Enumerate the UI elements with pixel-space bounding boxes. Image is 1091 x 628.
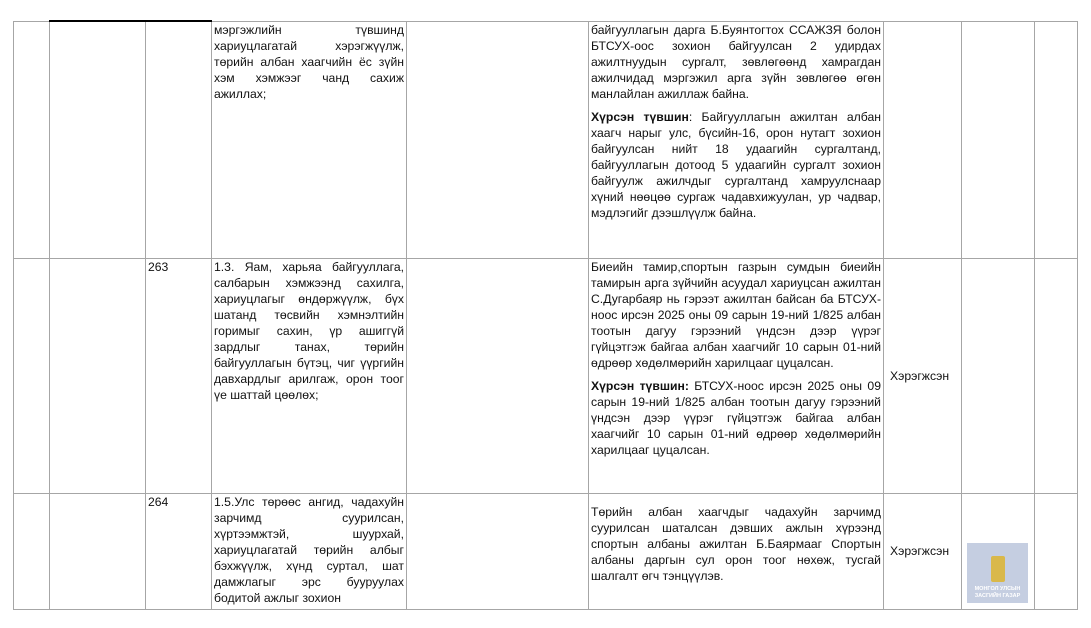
- goal-text: 1.5.Улс төрөөс ангид, чадахуйн зарчимд суурилсан, хүртээмжтэй, шуурхай, хариуцлагатай төрийн албыг бэхжүүлж, хүнд суртал, шат дамжлагыг эрс бууруулах бодитой ажлыг зохион: [212, 493, 407, 609]
- cell-empty: [1035, 493, 1078, 609]
- table-row: [14, 258, 1078, 493]
- soyombo-emblem-icon: [991, 556, 1005, 582]
- report-paragraph: Төрийн албан хаагчдыг чадахуйн зарчимд суурилсан шаталсан дэвших ажлын хүрээнд спортын албаны ажилтан Б.Баярмааг Спортын албаны даргын сул орон тоог нөхөж, тусгай шалгалт өгч тэнцүүлэв.: [591, 505, 881, 583]
- row-number: 263: [146, 258, 212, 493]
- government-seal-watermark: [967, 543, 1028, 603]
- cell-empty: [407, 493, 589, 609]
- cell-empty: [962, 258, 1035, 493]
- seal-text: МОНГОЛ УЛСЫН: [974, 586, 1021, 592]
- achieved-label: Хүрсэн түвшин: [591, 109, 689, 124]
- report-paragraph: байгууллагын дарга Б.Буянтогтох ССАЖЗЯ болон БТСУХ-оос зохион байгуулсан 2 удирдах ажилтнуудын сургалт, зөвлөгөөнд хамрагдан ажилчидад мэргэжил арга зүйн зөвлөгөө өгөн манлайлан ажиллаж байна.: [591, 22, 881, 101]
- cell-empty: [50, 493, 146, 609]
- cell-empty: [14, 493, 50, 609]
- row-number: [146, 21, 212, 258]
- cell-empty: [962, 21, 1035, 258]
- status-cell: Хэрэгжсэн: [884, 493, 962, 609]
- report-paragraph: [591, 378, 881, 458]
- cell-empty: [50, 21, 146, 258]
- report-text: [589, 258, 884, 493]
- cell-empty: [1035, 21, 1078, 258]
- report-table: [13, 20, 1078, 610]
- seal-text: ЗАСГИЙН ГАЗАР: [974, 593, 1021, 599]
- report-paragraph: Биеийн тамир,спортын газрын сумдын биеийн тамирын арга зүйчийн асуудал хариуцсан ажилтан С.Дугарбаяр нь гэрээт ажилтан байсан ба БТСУХ-ноос ирсэн 2025 оны 09 сарын 19-ний 1/825 албан тоотын дагуу гэрээний үндсэн дээр үүрэг гүйцэтгэж байгаа албан хаагчийг 10 сарын 01-ний өдрөөр хөдөлмөрийн харилцааг цуцалсан.: [591, 259, 881, 370]
- achieved-label: Хүрсэн түвшин:: [591, 378, 689, 393]
- table-row: [14, 493, 1078, 609]
- status-cell: [884, 21, 962, 258]
- table-row: [14, 21, 1078, 258]
- goal-text: мэргэжлийн түвшинд хариуцлагатай хэрэгжүүлж, төрийн албан хаагчийн ёс зүйн хэм хэмжээг чанд сахиж ажиллах;: [212, 21, 407, 258]
- goal-text: 1.3. Яам, харьяа байгууллага, салбарын хэмжээнд сахилга, хариуцлагыг өндөржүүлж, бүх шатанд төсвийн хэмнэлтийн горимыг сахин, үр ашиггүй зардлыг танах, төрийн байгууллагын бүтэц, чиг үүргийн давхардлыг арилгаж, орон тоог үе шаттай цөөлөх;: [212, 258, 407, 493]
- achieved-text: : Байгууллагын ажилтан албан хаагч нарыг улс, бүсийн-16, орон нутагт зохион байгуулсан нийт 18 удаагийн сургалтанд, байгууллагын дотоод 5 удаагийн сургалт зохион байгуулж ажилчдыг сургалтанд хамруулснаар хүний нөөцөө сургаж чадавхижуулан, ур чадвар, мэдлэгийг дээшлүүлж байна.: [591, 109, 881, 220]
- cell-empty: [14, 258, 50, 493]
- report-paragraph: [591, 109, 881, 221]
- achieved-text: БТСУХ-ноос ирсэн 2025 оны 09 сарын 19-ний 1/825 албан тоотын дагуу гэрээний үндсэн дээр үүрэг гүйцэтгэж байгаа албан хаагчийг 10 сарын 01-ний өдрөөр хөдөлмөрийн харилцааг цуцалсан.: [591, 378, 881, 457]
- cell-empty: [407, 258, 589, 493]
- cell-empty: [1035, 258, 1078, 493]
- cell-empty: [407, 21, 589, 258]
- cell-empty: [14, 21, 50, 258]
- cell-empty: [50, 258, 146, 493]
- status-cell: Хэрэгжсэн: [884, 258, 962, 493]
- row-number: 264: [146, 493, 212, 609]
- report-text: [589, 493, 884, 609]
- report-text: [589, 21, 884, 258]
